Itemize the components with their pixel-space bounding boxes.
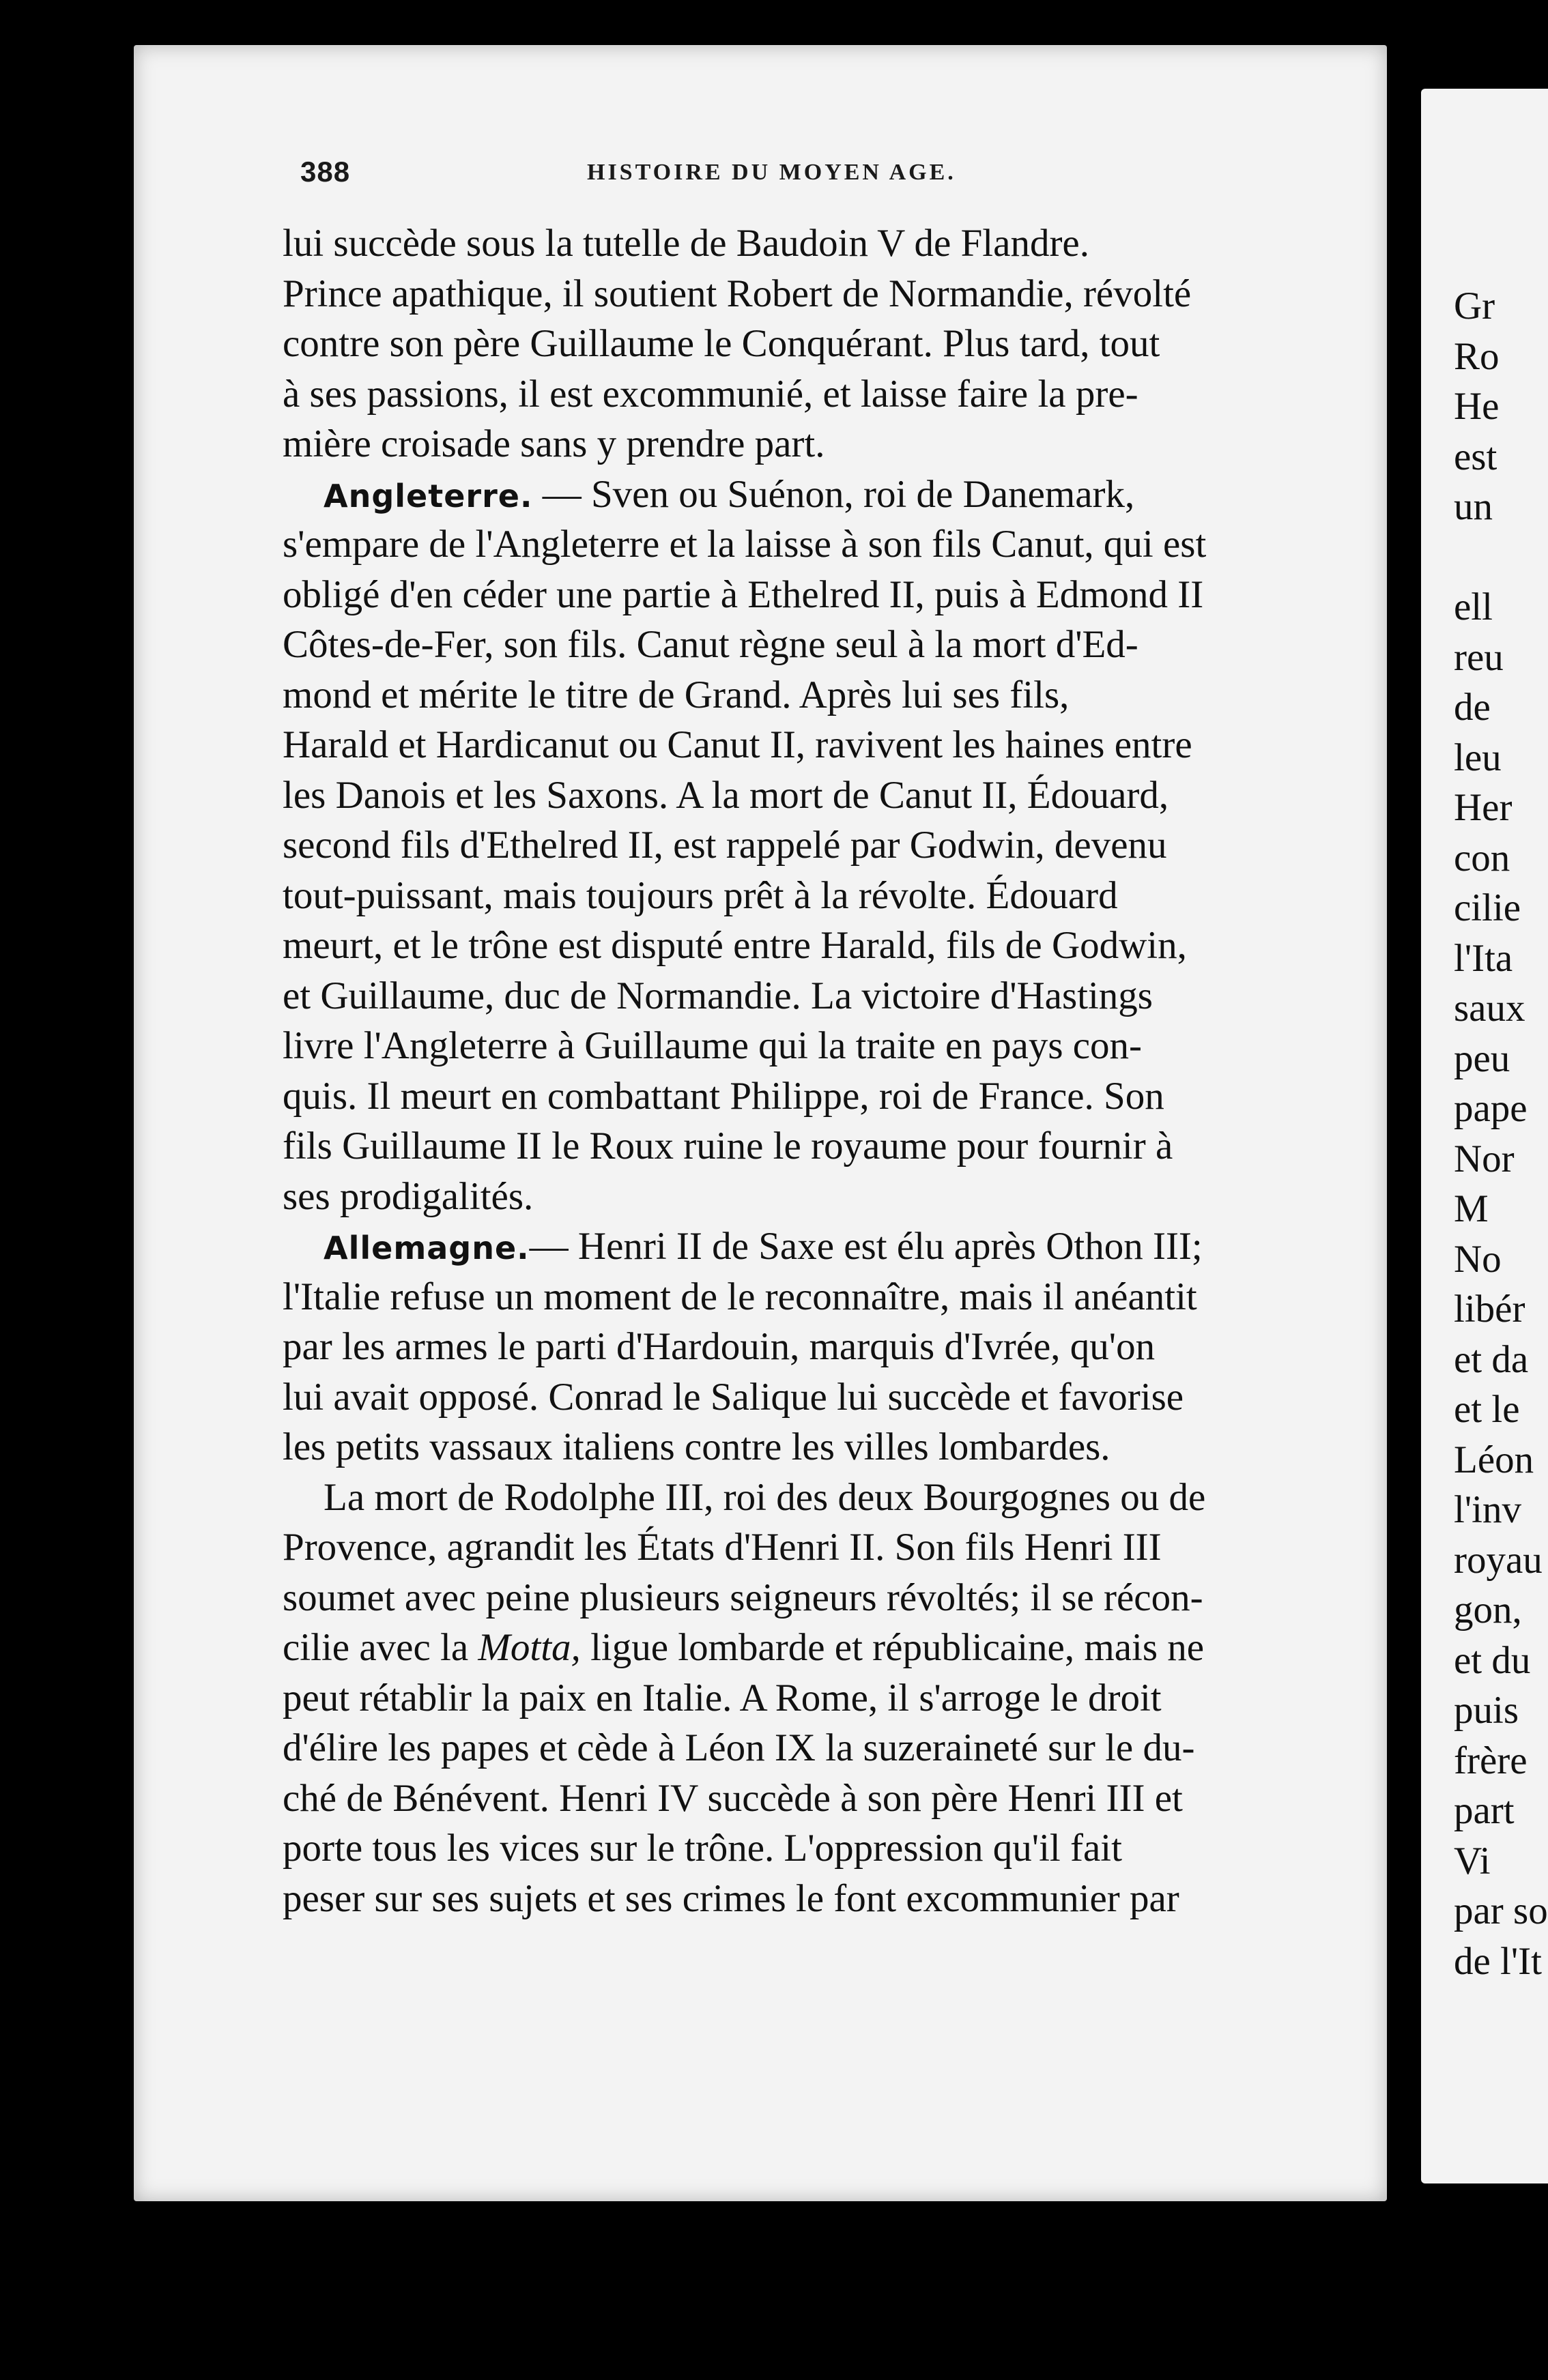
text-segment: Côtes-de-Fer, son fils. Canut règne seul à la mort d'Ed- [283,623,1138,666]
right-page-fragment: Vi [1454,1839,1491,1883]
text-line [283,670,1306,721]
italic-term: Motta, [478,1626,581,1669]
text-line [283,369,1306,420]
text-segment: par les armes le parti d'Hardouin, marquis d'Ivrée, qu'on [283,1325,1156,1368]
text-segment: s'empare de l'Angleterre et la laisse à son fils Canut, qui est [283,523,1207,566]
right-page-fragment: l'inv [1454,1488,1521,1531]
text-line [283,1673,1306,1724]
text-segment: fils Guillaume II le Roux ruine le royaume pour fournir à [283,1124,1173,1167]
text-line [283,1071,1306,1122]
text-line [283,570,1306,620]
text-line [283,820,1306,871]
right-page-fragment: M [1454,1187,1489,1230]
text-segment: mond et mérite le titre de Grand. Après lui ses fils, [283,673,1070,716]
text-line [283,218,1306,269]
page-header [300,156,1324,197]
right-page-fragment: un [1454,485,1493,528]
text-line [283,1522,1306,1573]
right-page-fragment: gon, [1454,1588,1522,1631]
right-page-fragment: cilie [1454,886,1521,929]
text-segment: — Sven ou Suénon, roi de Danemark, [532,472,1135,516]
text-line [283,1874,1306,1924]
text-segment: lui avait opposé. Conrad le Salique lui succède et favorise [283,1375,1184,1419]
page-number: 388 [300,156,351,188]
text-line [283,1573,1306,1623]
text-line [283,1372,1306,1423]
text-segment: — Henri II de Saxe est élu après Othon III; [529,1225,1203,1268]
text-line [283,1272,1306,1322]
text-segment: ses prodigalités. [283,1174,534,1218]
text-line [283,1221,1306,1272]
right-page-fragment: Nor [1454,1137,1515,1180]
text-line [283,1623,1306,1673]
text-segment: La mort de Rodolphe III, roi des deux Bourgognes ou de [324,1475,1206,1519]
right-page-fragment: Léon [1454,1438,1534,1481]
text-segment: l'Italie refuse un moment de le reconnaître, mais il anéantit [283,1275,1197,1318]
right-page-fragment: libér [1454,1288,1525,1331]
text-line [283,1823,1306,1874]
text-segment: lui succède sous la tutelle de Baudoin V de Flandre. [283,222,1089,265]
text-segment: d'élire les papes et cède à Léon IX la suzeraineté sur le du- [283,1726,1195,1769]
text-line [283,720,1306,770]
right-page-fragment: par so [1454,1889,1548,1932]
text-segment: peut rétablir la paix en Italie. A Rome, il s'arroge le droit [283,1676,1162,1719]
section-title: Allemagne. [324,1230,530,1266]
right-page-fragment: leu [1454,736,1502,779]
text-segment: second fils d'Ethelred II, est rappelé par Godwin, devenu [283,824,1167,867]
text-line [283,971,1306,1021]
text-segment: tout-puissant, mais toujours prêt à la révolte. Édouard [283,873,1118,917]
text-segment: soumet avec peine plusieurs seigneurs révoltés; il se récon- [283,1576,1203,1619]
text-segment: obligé d'en céder une partie à Ethelred II, puis à Edmond II [283,572,1204,616]
text-segment: Prince apathique, il soutient Robert de Normandie, révolté [283,272,1192,315]
right-page-fragment: ell [1454,585,1493,628]
right-page-fragment: royau [1454,1538,1543,1582]
text-segment: cilie avec la [283,1626,478,1669]
text-line [283,1723,1306,1773]
text-segment: ligue lombarde et républicaine, mais ne [580,1626,1205,1669]
right-page-text-fragments [1454,281,1548,1986]
right-page-fragment: l'Ita [1454,936,1513,980]
right-page-fragment: con [1454,836,1510,880]
right-page-fragment: de [1454,686,1491,729]
right-page-fragment: est [1454,435,1497,478]
right-page-fragment: et du [1454,1638,1531,1682]
text-line [283,620,1306,670]
text-line [283,269,1306,319]
text-segment: et Guillaume, duc de Normandie. La victoire d'Hastings [283,974,1153,1017]
right-page-fragment: He [1454,385,1500,428]
running-head: HISTOIRE DU MOYEN AGE. [587,160,956,185]
text-line [283,1422,1306,1472]
text-line [283,1773,1306,1824]
text-line [283,1021,1306,1071]
right-page-fragment: de l'It [1454,1939,1542,1983]
right-page-fragment: No [1454,1237,1502,1281]
text-line [283,1121,1306,1172]
body-text [283,218,1306,1924]
right-page-fragment: et da [1454,1337,1529,1381]
right-page-fragment: part [1454,1789,1515,1832]
text-line [283,1322,1306,1372]
text-line [283,469,1306,520]
text-segment: peser sur ses sujets et ses crimes le font excommunier par [283,1876,1179,1920]
text-segment: livre l'Angleterre à Guillaume qui la traite en pays con- [283,1024,1143,1067]
right-page-fragment: Gr [1454,285,1495,328]
text-segment: meurt, et le trône est disputé entre Harald, fils de Godwin, [283,924,1187,967]
text-line [283,319,1306,369]
text-segment: Harald et Hardicanut ou Canut II, ravivent les haines entre [283,723,1192,766]
right-page-fragment: reu [1454,635,1504,679]
right-page-fragment: Her [1454,786,1513,829]
text-segment: contre son père Guillaume le Conquérant. Plus tard, tout [283,322,1160,365]
right-page-fragment: saux [1454,987,1525,1030]
right-page-fragment [1454,532,1548,583]
text-line [283,770,1306,821]
text-segment: ché de Bénévent. Henri IV succède à son père Henri III et [283,1776,1183,1820]
text-line [283,1172,1306,1222]
text-line [283,419,1306,469]
text-segment: à ses passions, il est excommunié, et laisse faire la pre- [283,372,1138,416]
right-page-fragment: et le [1454,1388,1520,1431]
text-segment: porte tous les vices sur le trône. L'oppression qu'il fait [283,1827,1122,1870]
right-page-fragment: peu [1454,1036,1510,1080]
text-line [283,871,1306,921]
text-segment: quis. Il meurt en combattant Philippe, roi de France. Son [283,1074,1164,1118]
right-page-fragment: puis [1454,1689,1519,1732]
text-segment: les Danois et les Saxons. A la mort de Canut II, Édouard, [283,773,1169,817]
section-title: Angleterre. [324,477,533,514]
right-page-fragment: pape [1454,1087,1528,1130]
right-page-fragment: Ro [1454,334,1500,378]
text-segment: les petits vassaux italiens contre les villes lombardes. [283,1425,1110,1468]
text-segment: mière croisade sans y prendre part. [283,422,825,465]
text-segment: Provence, agrandit les États d'Henri II. Son fils Henri III [283,1526,1162,1569]
text-line [283,519,1306,570]
text-line [283,920,1306,971]
text-line [283,1472,1306,1523]
right-page-fragment: frère [1454,1739,1528,1782]
